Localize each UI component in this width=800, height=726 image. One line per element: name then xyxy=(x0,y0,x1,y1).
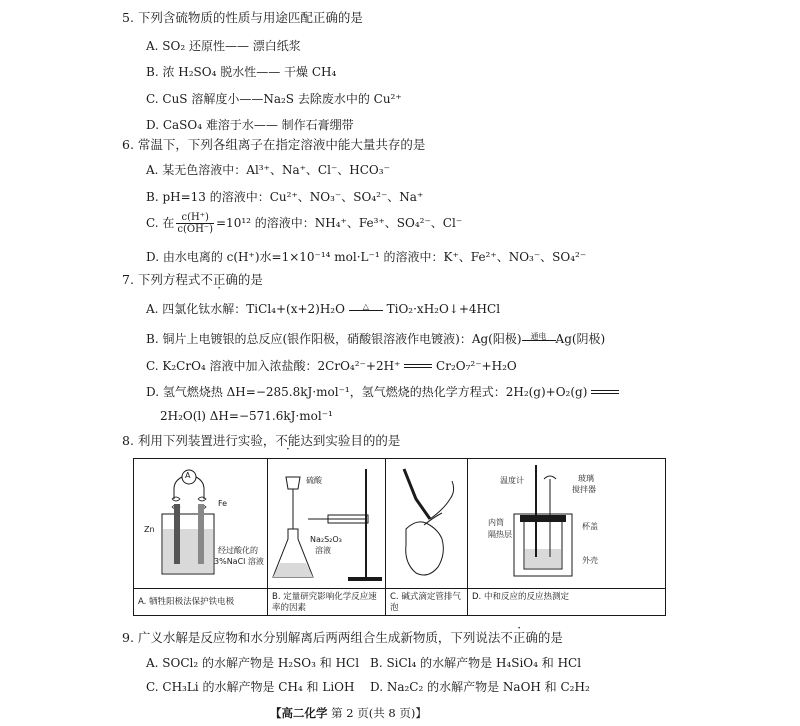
q7-a-rhs: TiO₂·xH₂O↓+4HCl xyxy=(386,302,501,316)
figure-b xyxy=(268,459,386,588)
q9-option-d: D. Na₂C₂ 的水解产物是 NaOH 和 C₂H₂ xyxy=(370,680,590,694)
q8-title xyxy=(122,433,400,449)
lid-label: 杯盖 xyxy=(582,522,598,531)
figure-c xyxy=(386,459,468,588)
q5-option-c: C. CuS 溶解度小——Na₂S 去除废水中的 Cu²⁺ xyxy=(146,92,402,106)
acid-label: 硫酸 xyxy=(306,476,322,485)
page-footer xyxy=(270,705,427,721)
q7-b-rhs: Ag(阴极) xyxy=(555,332,606,346)
q8-title-pre: 8. 利用下列装置进行实验， xyxy=(122,433,276,448)
q7-c-lhs: C. K₂CrO₄ 溶液中加入浓盐酸：2CrO₄²⁻+2H⁺ xyxy=(146,359,401,373)
footer-page-number: 第 2 页(共 8 页)】 xyxy=(331,706,427,720)
burette-apparatus xyxy=(386,459,468,588)
q5-option-a: A. SO₂ 还原性—— 漂白纸浆 xyxy=(146,39,301,53)
stirrer-label-2: 搅拌器 xyxy=(572,485,596,494)
q8-title-emphasis: 不能 xyxy=(275,433,301,448)
q6-option-d: D. 由水电离的 c(H⁺)水=1×10⁻¹⁴ mol·L⁻¹ 的溶液中：K⁺、Fe²⁺、NO₃⁻、SO₄²⁻ xyxy=(146,250,587,264)
q7-title-pre: 7. 下列方程式 xyxy=(122,272,201,287)
equilibrium-arrow-icon xyxy=(404,362,432,372)
q8-title-post: 达到实验目的的是 xyxy=(300,433,401,448)
caption-b: B. 定量研究影响化学反应速率的因素 xyxy=(268,588,386,616)
q7-option-b xyxy=(146,331,605,347)
fe-label: Fe xyxy=(218,499,228,508)
q7-option-d xyxy=(146,384,619,400)
q7-c-rhs: Cr₂O₇²⁻+H₂O xyxy=(436,359,517,373)
q6-fraction xyxy=(176,212,214,235)
shell-label: 外壳 xyxy=(582,556,598,565)
zn-label: Zn xyxy=(144,525,155,534)
q7-d-line1: D. 氢气燃烧热 ΔH=−285.8kJ·mol⁻¹，氢气燃烧的热化学方程式：2H₂(g)+O₂(g) xyxy=(146,385,588,399)
q5-option-b: B. 浓 H₂SO₄ 脱水性—— 干燥 CH₄ xyxy=(146,65,337,79)
q6-fraction-numerator: c(H⁺) xyxy=(176,212,214,224)
q7-a-lhs: A. 四氯化钛水解：TiCl₄+(x+2)H₂O xyxy=(146,302,345,316)
q6-option-c-prefix: C. 在 xyxy=(146,216,175,230)
caption-c: C. 碱式滴定管排气泡 xyxy=(386,588,468,616)
insulation-label: 隔热层 xyxy=(488,530,512,539)
q6-option-a: A. 某无色溶液中：Al³⁺、Na⁺、Cl⁻、HCO₃⁻ xyxy=(146,163,390,177)
q7-option-a xyxy=(146,301,500,317)
caption-d: D. 中和反应的反应热测定 xyxy=(468,588,665,616)
q9-title-emphasis: 不正确 xyxy=(500,630,538,645)
apparatus-table xyxy=(133,458,666,616)
electrolysis-arrow-icon xyxy=(522,331,556,345)
heat-arrow-icon xyxy=(349,301,383,315)
inner-cup-label: 内筒 xyxy=(488,518,504,527)
q9-option-b: B. SiCl₄ 的水解产物是 H₄SiO₄ 和 HCl xyxy=(370,656,582,670)
q6-fraction-denominator: c(OH⁻) xyxy=(177,224,213,235)
q6-option-c-suffix: =10¹² 的溶液中：NH₄⁺、Fe³⁺、SO₄²⁻、Cl⁻ xyxy=(216,216,463,230)
thermometer-label: 温度计 xyxy=(500,476,524,485)
footer-subject: 【高二化学 xyxy=(270,706,328,720)
q9-title xyxy=(122,630,563,646)
heat-symbol: △ xyxy=(362,301,369,311)
q6-title: 6. 常温下，下列各组离子在指定溶液中能大量共存的是 xyxy=(122,137,426,152)
q9-title-pre: 9. 广义水解是反应物和水分别解离后两两组合生成新物质，下列说法 xyxy=(122,630,501,645)
solution-label-2: 3%NaCl 溶液 xyxy=(214,557,264,566)
solution-label-1: 经过酸化的 xyxy=(218,546,258,555)
electrolysis-label: 通电 xyxy=(530,331,547,341)
q5-title: 5. 下列含硫物质的性质与用途匹配正确的是 xyxy=(122,10,363,25)
q7-option-d-line2: 2H₂O(l) ΔH=−571.6kJ·mol⁻¹ xyxy=(160,409,333,423)
q9-title-post: 的是 xyxy=(537,630,563,645)
q7-option-c xyxy=(146,358,517,374)
reagent-label-1: Na₂S₂O₃ xyxy=(310,535,342,544)
figure-d xyxy=(468,459,667,588)
caption-a: A. 牺牲阳极法保护铁电极 xyxy=(134,588,268,616)
reaction-rate-apparatus xyxy=(268,459,386,588)
q6-option-c xyxy=(146,212,462,235)
reagent-label-2: 溶液 xyxy=(315,546,331,555)
q9-option-c: C. CH₃Li 的水解产物是 CH₄ 和 LiOH xyxy=(146,680,355,694)
q7-title-post: 的是 xyxy=(237,272,263,287)
equals-arrow-icon xyxy=(591,388,619,398)
sacrificial-anode-apparatus xyxy=(134,459,268,588)
q7-b-lhs: B. 铜片上电镀银的总反应(银作阳极，硝酸银溶液作电镀液)：Ag(阳极) xyxy=(146,332,522,346)
q5-option-d: D. CaSO₄ 难溶于水—— 制作石膏绷带 xyxy=(146,118,354,132)
q9-option-a: A. SOCl₂ 的水解产物是 H₂SO₃ 和 HCl xyxy=(146,656,360,670)
ammeter-label: A xyxy=(185,471,191,480)
q6-option-b: B. pH=13 的溶液中：Cu²⁺、NO₃⁻、SO₄²⁻、Na⁺ xyxy=(146,190,424,204)
figure-a xyxy=(134,459,268,588)
q7-title-emphasis: 不正确 xyxy=(200,272,238,287)
q7-title xyxy=(122,272,263,288)
stirrer-label-1: 玻璃 xyxy=(578,474,594,483)
